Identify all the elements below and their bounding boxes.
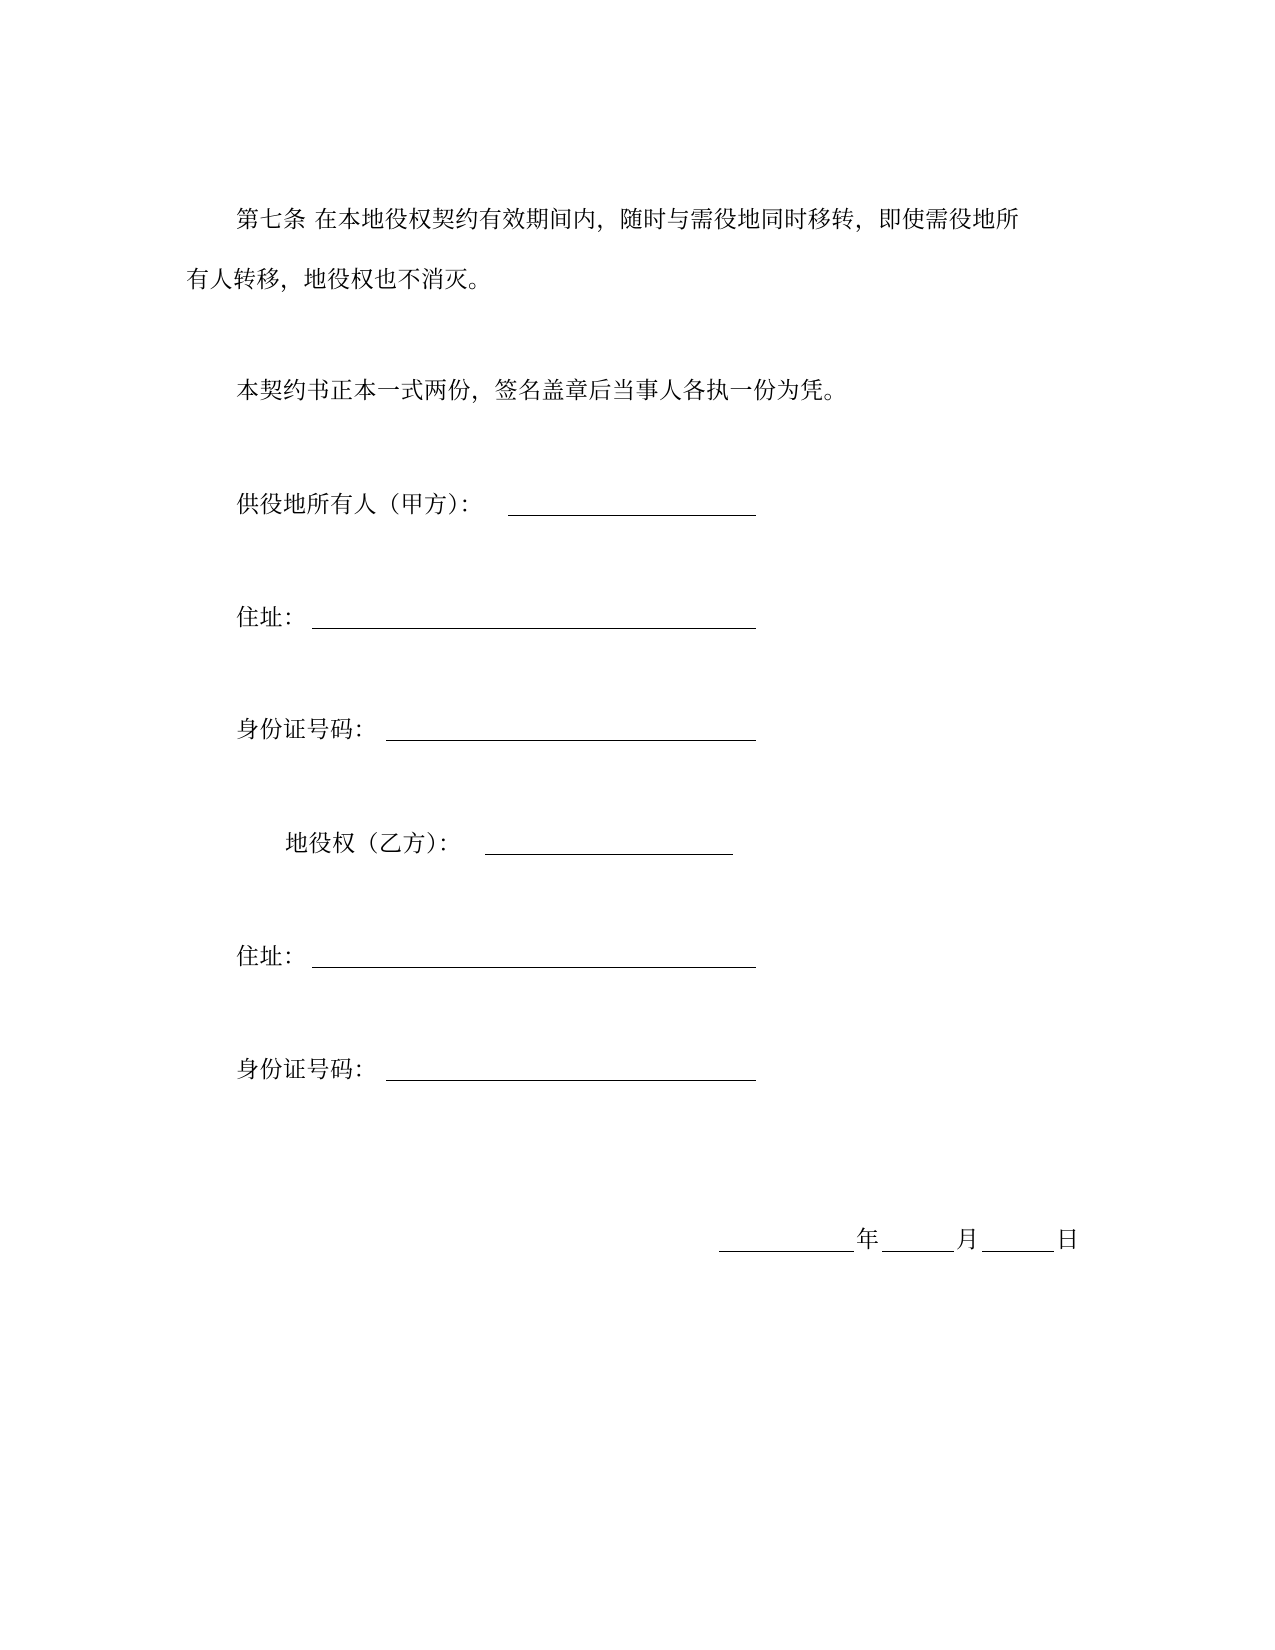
party-b-owner-label: 地役权（乙方）： <box>285 831 462 857</box>
party-a-owner-label: 供役地所有人（甲方）： <box>236 492 483 518</box>
party-b-id-blank[interactable] <box>386 1080 756 1081</box>
party-a-id-blank[interactable] <box>386 740 756 741</box>
date-day-label: 日 <box>1056 1227 1080 1253</box>
party-b-id-label: 身份证号码： <box>236 1057 377 1083</box>
date-month-blank[interactable] <box>882 1251 954 1252</box>
party-a-owner-blank[interactable] <box>508 515 756 516</box>
party-b-address-blank[interactable] <box>312 967 756 968</box>
party-b-address-label: 住址： <box>236 944 307 970</box>
date-year-label: 年 <box>856 1227 880 1253</box>
party-a-address-label: 住址： <box>236 605 307 631</box>
party-a-address-blank[interactable] <box>312 628 756 629</box>
article-7-line-1: 第七条 在本地役权契约有效期间内，随时与需役地同时移转，即使需役地所 <box>236 207 1020 233</box>
article-7-line-2: 有人转移，地役权也不消灭。 <box>186 267 492 293</box>
date-month-label: 月 <box>956 1227 980 1253</box>
copies-clause: 本契约书正本一式两份，签名盖章后当事人各执一份为凭。 <box>236 378 847 404</box>
party-a-id-label: 身份证号码： <box>236 717 377 743</box>
date-year-blank[interactable] <box>719 1251 854 1252</box>
party-b-owner-blank[interactable] <box>485 854 733 855</box>
date-day-blank[interactable] <box>982 1251 1054 1252</box>
